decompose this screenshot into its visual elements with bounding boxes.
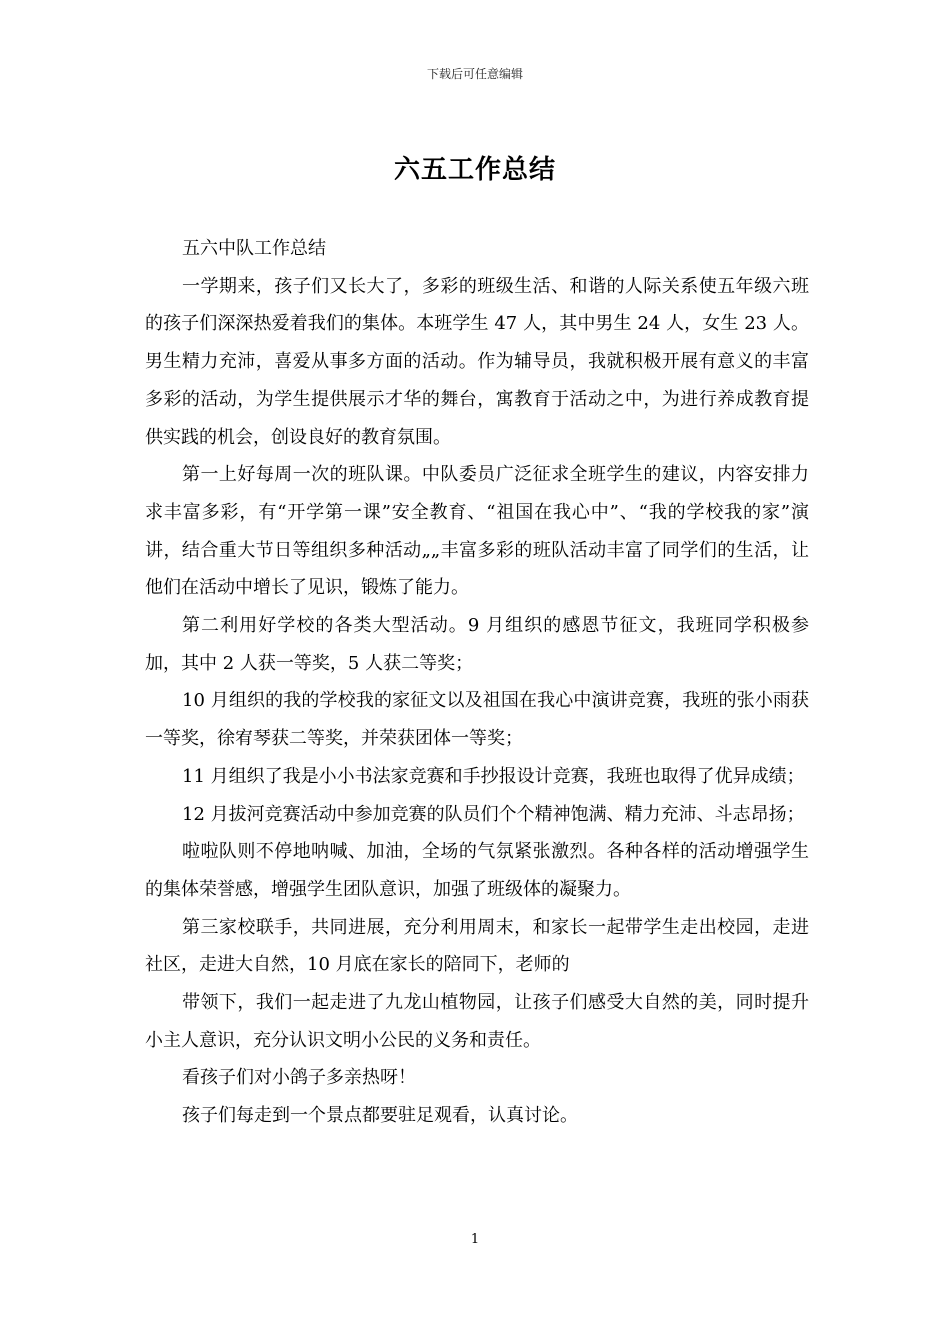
paragraph: 11 月组织了我是小小书法家竞赛和手抄报设计竞赛，我班也取得了优异成绩；	[182, 765, 805, 787]
paragraph: 12 月拔河竞赛活动中参加竞赛的队员们个个精神饱满、精力充沛、斗志昂扬；	[182, 803, 805, 825]
paragraph: 10 月组织的我的学校我的家征文以及祖国在我心中演讲竞赛，我班的张小雨获一等奖，徐宥琴获二等奖，并荣获团体一等奖；	[145, 690, 809, 750]
paragraph: 第三家校联手，共同进展，充分利用周末，和家长一起带学生走出校园，走进社区，走进大自然，10 月底在家长的陪同下，老师的	[145, 916, 809, 976]
header-note: 下载后可任意编辑	[426, 67, 523, 81]
paragraph: 第二利用好学校的各类大型活动。9 月组织的感恩节征文，我班同学积极参加，其中 2 人获一等奖，5 人获二等奖；	[145, 615, 809, 674]
section-heading: 五六中队工作总结	[182, 238, 326, 259]
document-title: 六五工作总结	[393, 155, 556, 185]
paragraph: 孩子们每走到一个景点都要驻足观看，认真讨论。	[182, 1105, 578, 1127]
document-body	[145, 230, 809, 1135]
paragraph: 第一上好每周一次的班队课。中队委员广泛征求全班学生的建议，内容安排力求丰富多彩，有“开学第一课”安全教育、“祖国在我心中”、“我的学校我的家”演讲，结合重大节日等组织多种活动„„丰富多彩的班队活动丰富了同学们的生活，让他们在活动中增长了见识，锻炼了能力。	[145, 464, 809, 599]
paragraph: 带领下，我们一起走进了九龙山植物园，让孩子们感受大自然的美，同时提升小主人意识，充分认识文明小公民的义务和责任。	[145, 992, 809, 1051]
paragraph: 看孩子们对小鸽子多亲热呀！	[182, 1067, 416, 1089]
paragraph: 一学期来，孩子们又长大了，多彩的班级生活、和谐的人际关系使五年级六班的孩子们深深热爱着我们的集体。本班学生 47 人，其中男生 24 人，女生 23 人。男生精力充沛，喜爱从事多方面的活动。作为辅导员，我就积极开展有意义的丰富多彩的活动，为学生提供展示才华的舞台，寓教育于活动之中，为进行养成教育提供实践的机会，创设良好的教育氛围。	[145, 275, 809, 448]
paragraph: 啦啦队则不停地呐喊、加油，全场的气氛紧张激烈。各种各样的活动增强学生的集体荣誉感，增强学生团队意识，加强了班级体的凝聚力。	[145, 841, 809, 900]
page-number: 1	[470, 1232, 480, 1247]
